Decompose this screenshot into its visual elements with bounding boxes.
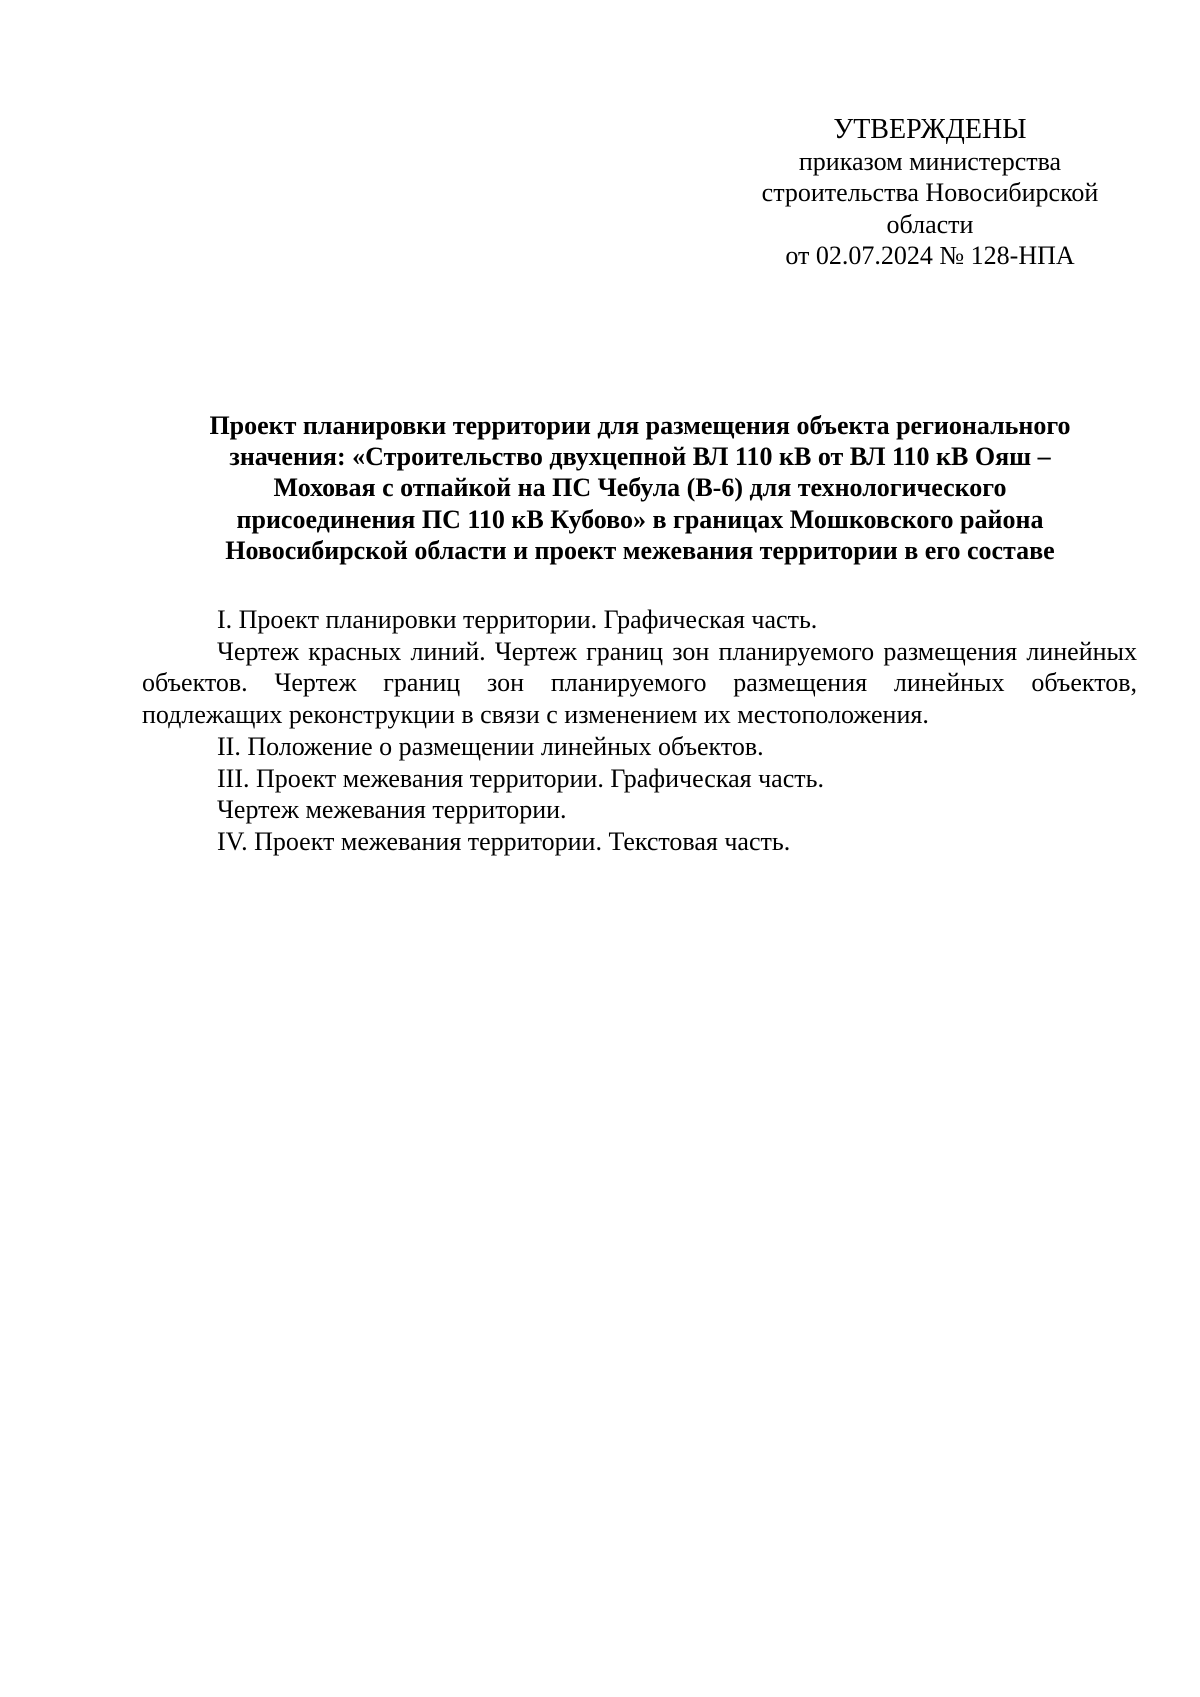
- title-line: Моховая с отпайкой на ПС Чебула (В-6) для технологического: [273, 473, 1007, 503]
- contents-item: I. Проект планировки территории. Графическая часть.: [217, 605, 818, 634]
- approval-line-region: области: [886, 209, 974, 239]
- title-line: значения: «Строительство двухцепной ВЛ 110 кВ от ВЛ 110 кВ Ояш –: [229, 442, 1051, 472]
- approval-line-date-number: от 02.07.2024 № 128-НПА: [785, 241, 1075, 270]
- approval-line-order: приказом министерства: [798, 146, 1062, 176]
- contents-list: [142, 604, 1137, 858]
- contents-item: IV. Проект межевания территории. Текстовая часть.: [217, 826, 791, 856]
- contents-item: III. Проект межевания территории. Графическая часть.: [217, 763, 824, 793]
- title-line: Проект планировки территории для размещения объекта регионального: [209, 411, 1071, 440]
- title-line: присоединения ПС 110 кВ Кубово» в границах Мошковского района: [236, 504, 1044, 534]
- approval-line-ministry: строительства Новосибирской: [761, 178, 1099, 207]
- contents-item: II. Положение о размещении линейных объектов.: [217, 731, 764, 761]
- approval-heading: УТВЕРЖДЕНЫ: [833, 114, 1027, 145]
- contents-item: Чертеж межевания территории.: [217, 795, 567, 825]
- document-title: [140, 410, 1140, 566]
- contents-item: Чертеж красных линий. Чертеж границ зон планируемого размещения линейных объектов. Чертеж границ зон планируемого размещения линейных объектов, подлежащих реконструкции в связи с изменением их местоположения.: [142, 636, 1137, 730]
- approval-stamp: [700, 114, 1160, 272]
- title-line: Новосибирской области и проект межевания территории в его составе: [225, 535, 1055, 565]
